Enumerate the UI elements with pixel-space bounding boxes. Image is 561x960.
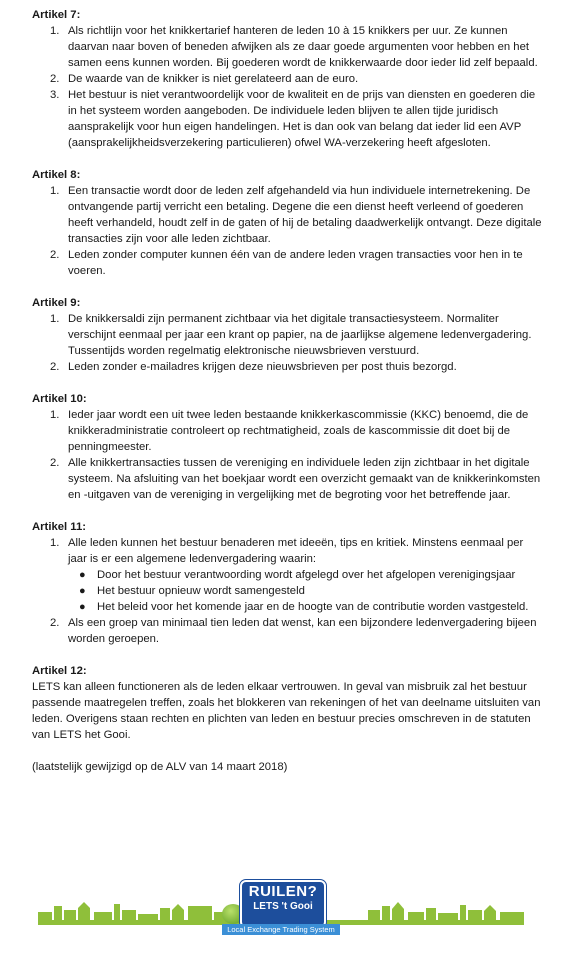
bullet-text: Door het bestuur verantwoording wordt afgelegd over het afgelopen verenigingsjaar — [97, 569, 516, 581]
item-text: Alle knikkertransacties tussen de vereniging en individuele leden zijn zichtbaar in het digitale systeem. Na afsluiting van het boekjaar wordt een overzicht gemaakt van de knikkerinkomsten en -uitgaven van de vereniging in vergelijking met de begroting voor het betreffende jaar. — [68, 457, 541, 501]
article-section — [32, 167, 542, 279]
article-item — [32, 71, 542, 87]
lets-logo — [240, 880, 326, 928]
item-number: 1. — [50, 185, 60, 197]
item-text: Het bestuur is niet verantwoordelijk voor de kwaliteit en de prijs van diensten en goederen die in het systeem worden aangeboden. De individuele leden blijven te allen tijde juridisch aansprakelijk voor hun eigen handelingen. Het is dan ook van belang dat ieder lid een AVP (aansprakelijkheidsverzekering particulieren) ofwel WA-verzekering heeft afgesloten. — [68, 89, 536, 149]
item-text: Alle leden kunnen het bestuur benaderen met ideeën, tips en kritiek. Minstens eenmaal per jaar is er een algemene ledenvergadering waarin: — [68, 537, 524, 565]
article-item — [32, 23, 542, 71]
item-text: De waarde van de knikker is niet gerelateerd aan de euro. — [68, 73, 359, 85]
article-item — [32, 183, 542, 247]
bullet-list — [68, 567, 542, 615]
bullet-icon: ● — [79, 585, 86, 597]
logo-sub-text: LETS 't Gooi — [253, 901, 313, 912]
article-section — [32, 391, 542, 503]
item-text: Ieder jaar wordt een uit twee leden bestaande knikkerkascommissie (KKC) benoemd, die de knikkeradministratie controleert op rechtmatigheid, zoals de kascommissie dit doet bij de penningmeester. — [68, 409, 529, 453]
article-section — [32, 663, 542, 743]
item-number: 2. — [50, 617, 60, 629]
item-number: 2. — [50, 457, 60, 469]
item-number: 3. — [50, 89, 60, 101]
item-text: Leden zonder e-mailadres krijgen deze nieuwsbrieven per post thuis bezorgd. — [68, 361, 457, 373]
item-text: Leden zonder computer kunnen één van de andere leden vragen transacties voor hen in te voeren. — [68, 249, 523, 277]
item-number: 2. — [50, 73, 60, 85]
article-item — [32, 407, 542, 455]
footer-logo-banner — [0, 868, 561, 960]
logo-main-text: RUILEN? — [248, 883, 318, 900]
bullet-icon: ● — [79, 601, 86, 613]
article-list — [32, 311, 542, 375]
article-title: Artikel 9: — [32, 297, 81, 309]
item-number: 1. — [50, 313, 60, 325]
bullet-item — [68, 583, 542, 599]
bullet-icon: ● — [79, 569, 86, 581]
revision-note: (laatstelijk gewijzigd op de ALV van 14 maart 2018) — [32, 761, 288, 773]
item-text: De knikkersaldi zijn permanent zichtbaar via het digitale transactiesysteem. Normaliter verschijnt eenmaal per jaar een krant op papier, na de jaarlijkse algemene ledenvergadering. Tussentijds worden regelmatig elektronische nieuwsbrieven verstuurd. — [68, 313, 532, 357]
article-item — [32, 359, 542, 375]
bullet-text: Het bestuur opnieuw wordt samengesteld — [97, 585, 305, 597]
article-list — [32, 407, 542, 503]
article-list — [32, 23, 542, 151]
article-title: Artikel 12: — [32, 665, 87, 677]
article-title: Artikel 8: — [32, 169, 81, 181]
article-list — [32, 535, 542, 647]
bullet-text: Het beleid voor het komende jaar en de hoogte van de contributie worden vastgesteld. — [97, 601, 529, 613]
article-title: Artikel 11: — [32, 521, 87, 533]
document-content — [32, 7, 542, 775]
item-text: Een transactie wordt door de leden zelf afgehandeld via hun individuele internetrekening. De ontvangende partij verricht een betaling. Degene die een dienst heeft verleend of goederen heeft verhandeld, houdt zelf in de gaten of hij de betaling daadwerkelijk ontvangt. Deze digitale transacties zijn voor alle leden zichtbaar. — [68, 185, 542, 245]
article-section — [32, 519, 542, 647]
bullet-item — [68, 599, 542, 615]
item-number: 1. — [50, 537, 60, 549]
item-number: 2. — [50, 249, 60, 261]
article-item — [32, 311, 542, 359]
article-item — [32, 87, 542, 151]
article-section — [32, 295, 542, 375]
bullet-item — [68, 567, 542, 583]
logo-tagline: Local Exchange Trading System — [227, 925, 335, 934]
item-text: Als een groep van minimaal tien leden dat wenst, kan een bijzondere ledenvergadering bijeen worden geroepen. — [68, 617, 537, 645]
article-list — [32, 183, 542, 279]
article-item — [32, 615, 542, 647]
article-item — [32, 455, 542, 503]
article-paragraph: LETS kan alleen functioneren als de leden elkaar vertrouwen. In geval van misbruik zal het bestuur passende maatregelen treffen, zoals het blokkeren van rekeningen of het van deelname uitsluiten van leden. Overigens staan rechten en plichten van leden en bestuur precies omschreven in de statuten van LETS het Gooi. — [32, 681, 541, 741]
article-item — [32, 247, 542, 279]
item-text: Als richtlijn voor het knikkertarief hanteren de leden 10 à 15 knikkers per uur. Ze kunnen daarvan naar boven of beneden afwijken als ze daar goede argumenten voor hebben en het samen eens kunnen worden. Bij goederen wordt de knikkerwaarde door ieder lid zelf bepaald. — [68, 25, 538, 69]
article-section — [32, 7, 542, 151]
article-title: Artikel 10: — [32, 393, 87, 405]
article-title: Artikel 7: — [32, 9, 81, 21]
article-item — [32, 535, 542, 615]
item-number: 1. — [50, 25, 60, 37]
item-number: 2. — [50, 361, 60, 373]
item-number: 1. — [50, 409, 60, 421]
